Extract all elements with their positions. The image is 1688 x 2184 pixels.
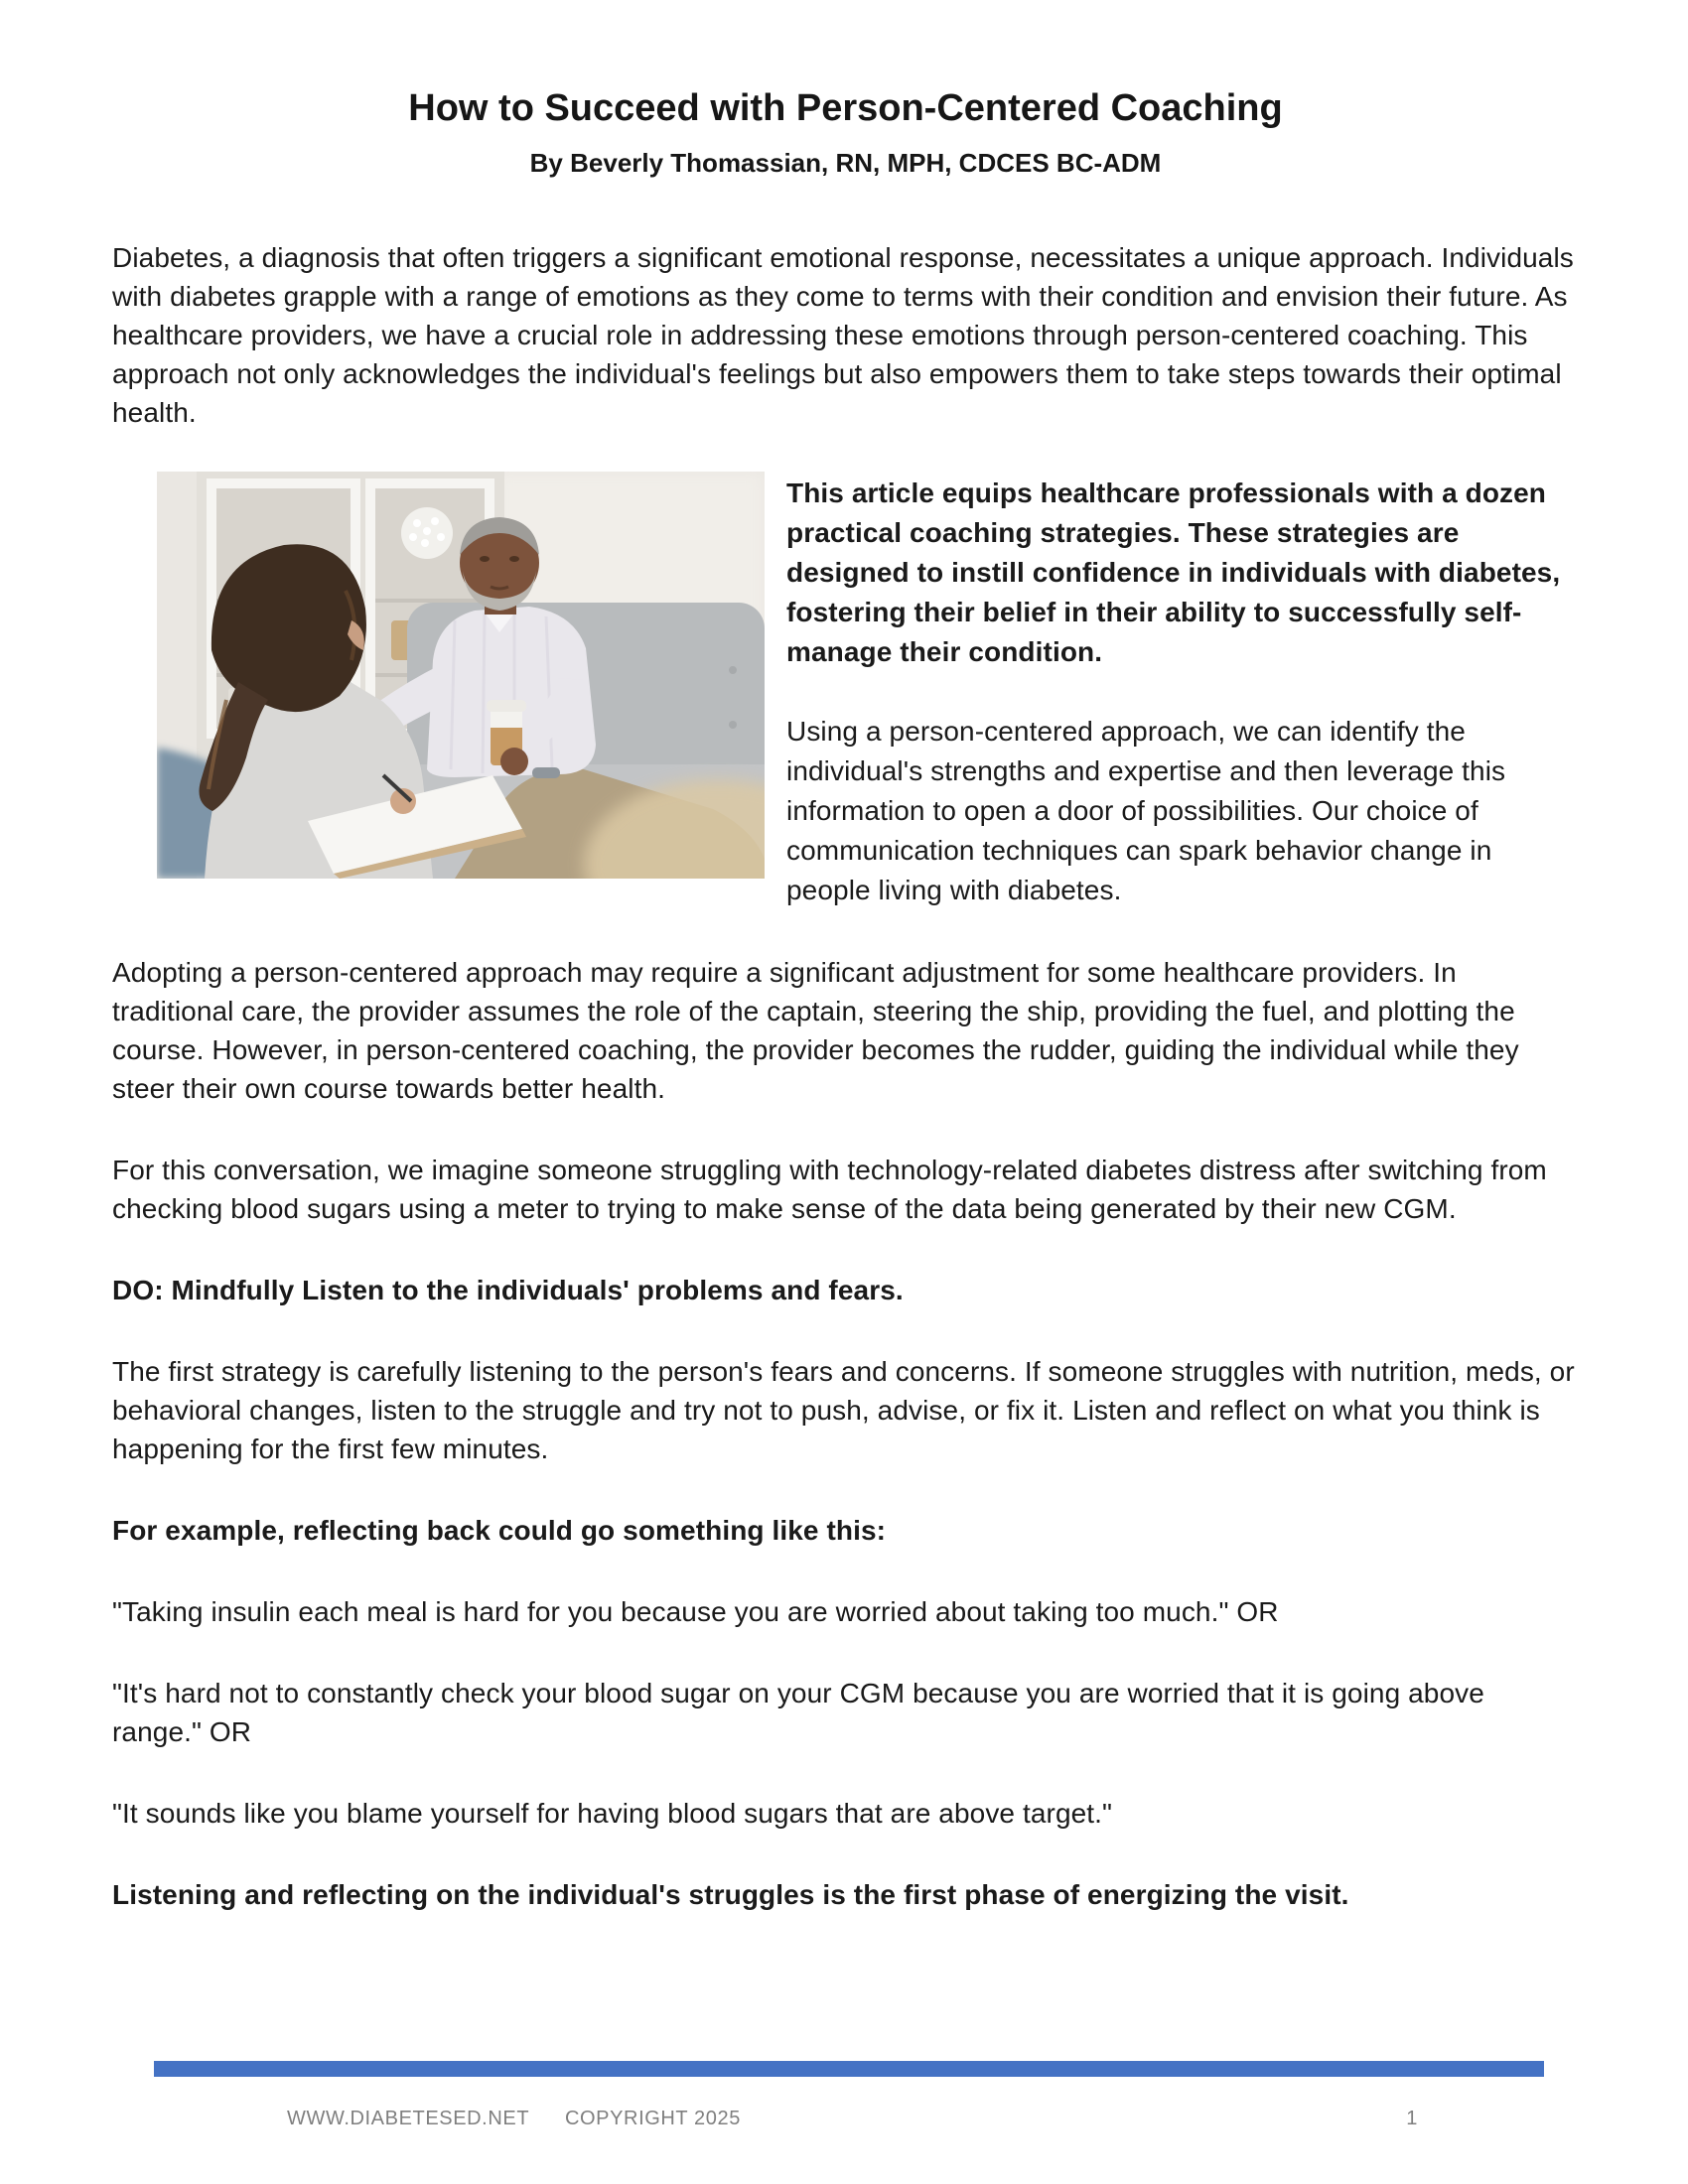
footer-page-number: 1 [1406, 2108, 1418, 2129]
aside-column [786, 472, 1579, 910]
page-title: How to Succeed with Person-Centered Coaching [408, 87, 1283, 129]
heading-do-mindfully-listen: DO: Mindfully Listen to the individuals' problems and fears. [112, 1275, 904, 1305]
wrist-watch [532, 767, 560, 778]
intro-paragraph: Diabetes, a diagnosis that often triggers a significant emotional response, necessitates a unique approach. Individuals with diabetes grapple with a range of emotions as they come to terms with their condition and envision their future. As healthcare providers, we have a crucial role in addressing these emotions through person-centered coaching. This approach not only acknowledges the individual's feelings but also empowers them to take steps towards their optimal health. [112, 242, 1574, 428]
quote-blame-yourself: "It sounds like you blame yourself for having blood sugars that are above target." [112, 1798, 1113, 1829]
heading-for-example: For example, reflecting back could go something like this: [112, 1515, 887, 1546]
photo-and-aside-row [112, 472, 1579, 910]
footer-accent-bar [154, 2061, 1544, 2077]
paragraph-adopting: Adopting a person-centered approach may require a significant adjustment for some healthcare providers. In traditional care, the provider assumes the role of the captain, steering the ship, providing the fuel, and plotting the course. However, in person-centered coaching, the provider becomes the rudder, guiding the individual while they steer their own course towards better health. [112, 957, 1519, 1104]
aside-bold-paragraph: This article equips healthcare professionals with a dozen practical coaching strategies. These strategies are designed to instill confidence in individuals with diabetes, fostering their belief in their ability to successfully self-manage their condition. [786, 478, 1561, 667]
heading-listening-reflecting: Listening and reflecting on the individual's struggles is the first phase of energizing the visit. [112, 1879, 1349, 1910]
paragraph-first-strategy: The first strategy is carefully listening to the person's fears and concerns. If someone struggles with nutrition, meds, or behavioral changes, listen to the struggle and try not to push, advise, or fix it. Listen and reflect on what you think is happening for the first few minutes. [112, 1356, 1575, 1464]
aside-regular-paragraph: Using a person-centered approach, we can identify the individual's strengths and expertise and then leverage this information to open a door of possibilities. Our choice of communication techniques can spark behavior change in people living with diabetes. [786, 716, 1506, 905]
quote-hard-not-to-check: "It's hard not to constantly check your blood sugar on your CGM because you are worried that it is going above range." OR [112, 1678, 1484, 1747]
footer-website: WWW.DIABETESED.NET [287, 2108, 529, 2129]
quote-taking-insulin: "Taking insulin each meal is hard for you because you are worried about taking too much." OR [112, 1596, 1279, 1627]
paragraph-for-this-conversation: For this conversation, we imagine someone struggling with technology-related diabetes distress after switching from checking blood sugars using a meter to trying to make sense of the data being generated by their new CGM. [112, 1155, 1547, 1224]
footer-copyright: COPYRIGHT 2025 [564, 2108, 741, 2129]
coaching-conversation-photo [157, 472, 765, 879]
footer-text [287, 2105, 741, 2132]
byline: By Beverly Thomassian, RN, MPH, CDCES BC-ADM [529, 148, 1162, 178]
